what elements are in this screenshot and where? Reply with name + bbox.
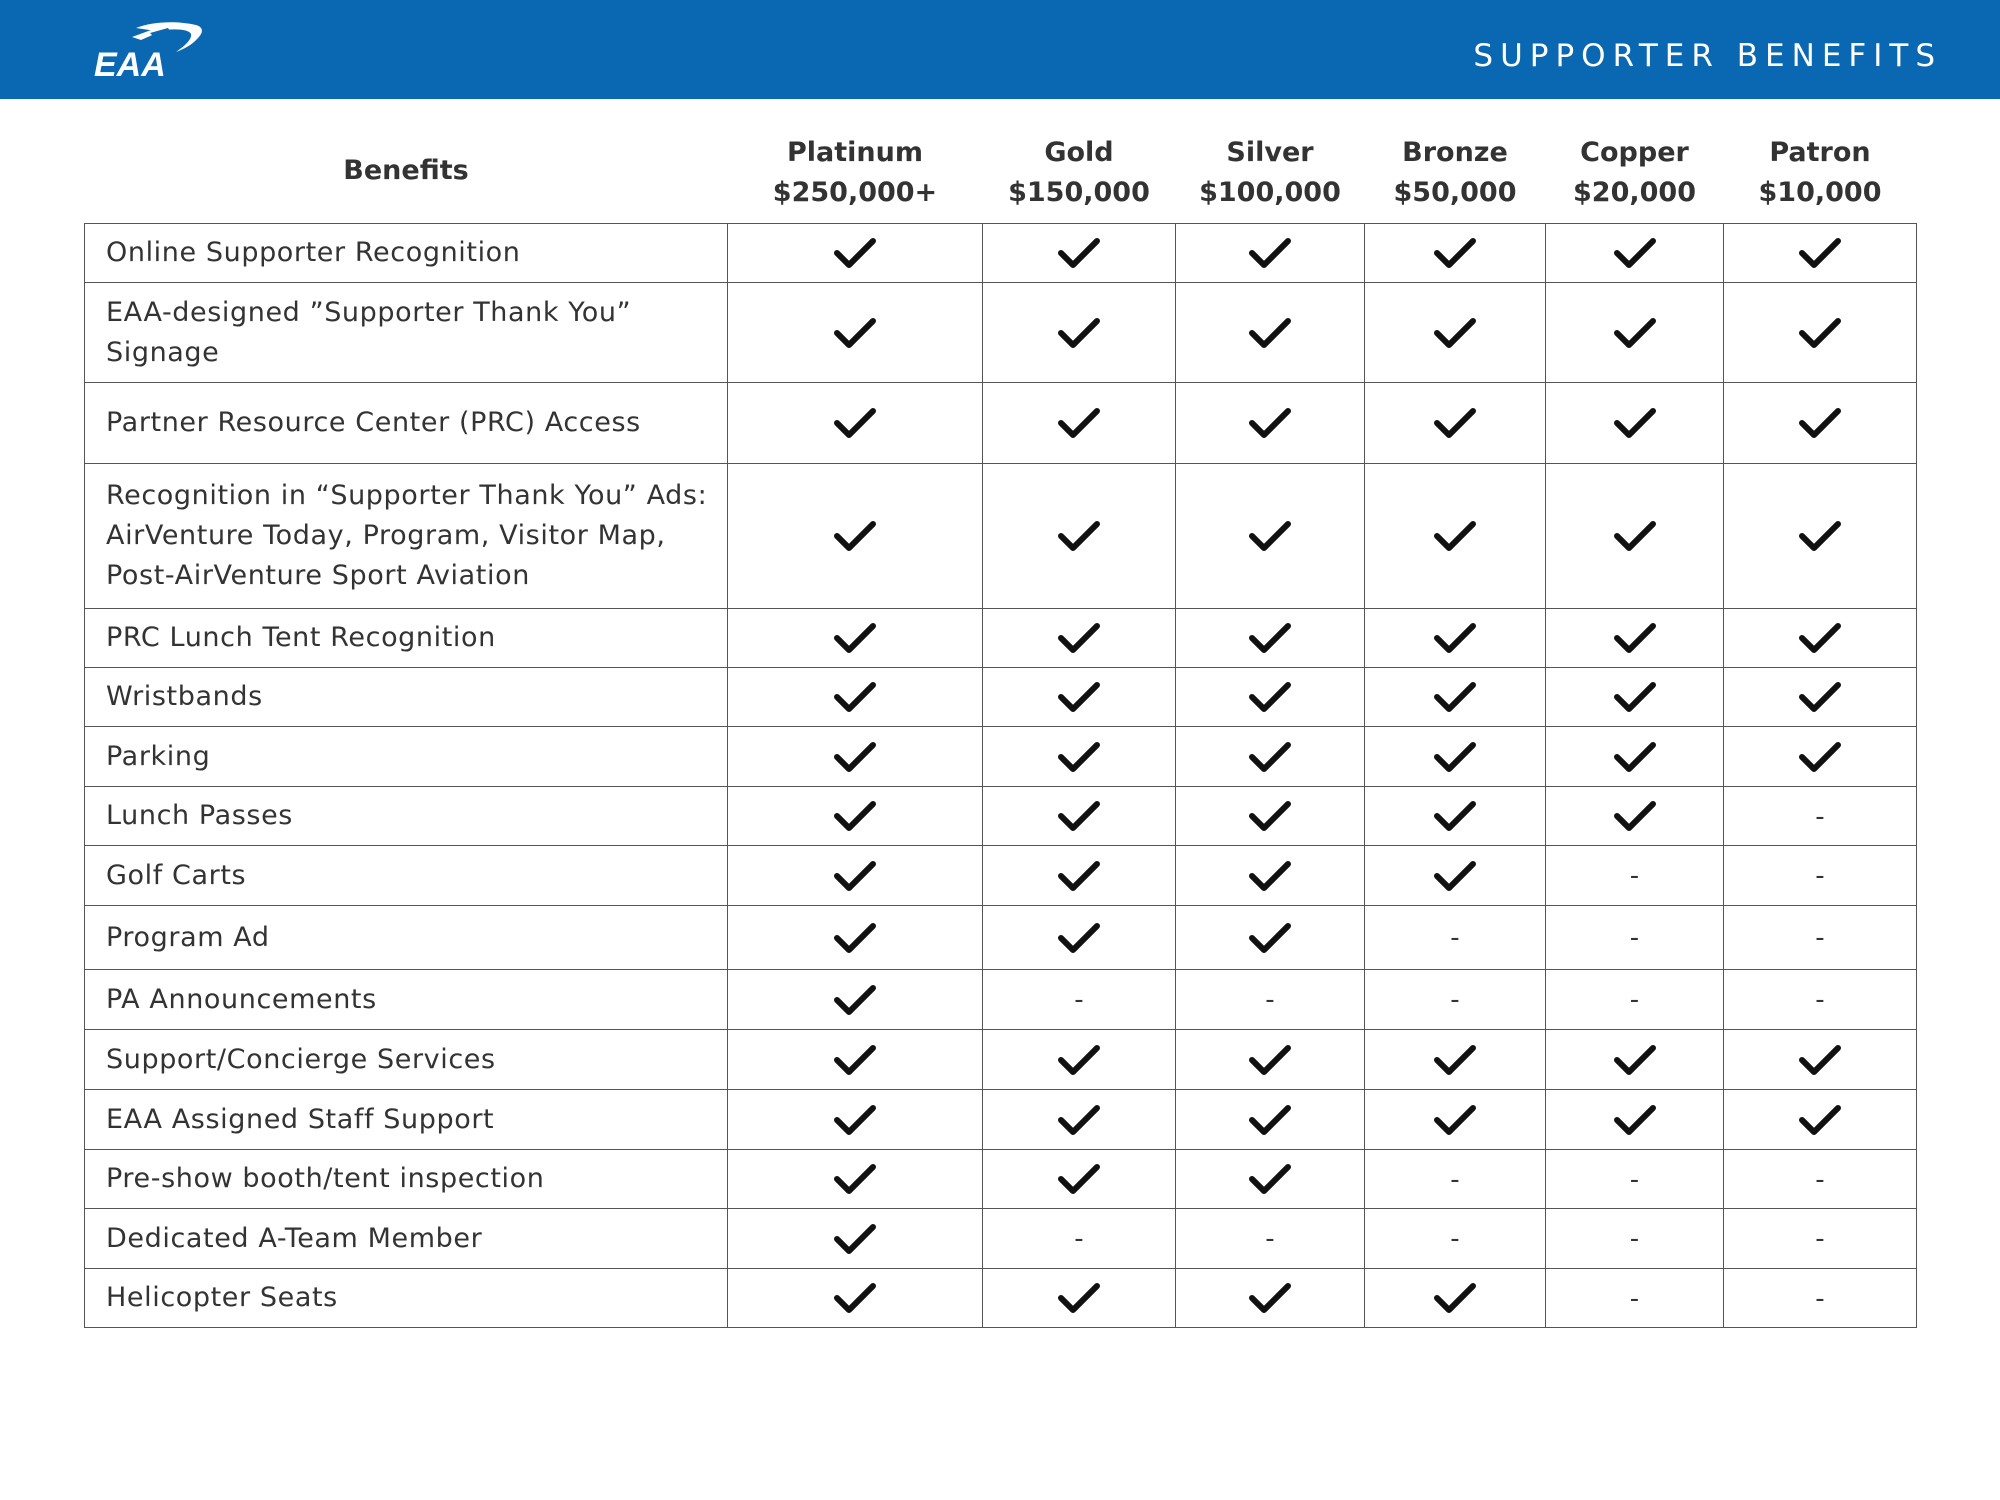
tier-cell-platinum	[728, 464, 983, 609]
checkmark-icon	[1613, 799, 1657, 833]
tier-cell-bronze	[1365, 906, 1546, 970]
checkmark-icon	[1057, 921, 1101, 955]
tier-header-gold	[983, 119, 1176, 224]
benefit-label: Wristbands	[85, 668, 728, 727]
tier-cell-gold	[983, 464, 1176, 609]
checkmark-icon	[1057, 519, 1101, 553]
tier-name: Copper	[1580, 137, 1689, 168]
tier-cell-silver	[1176, 1150, 1365, 1209]
checkmark-icon	[1248, 1162, 1292, 1196]
tier-cell-patron	[1724, 1030, 1917, 1090]
benefit-label: Parking	[85, 727, 728, 787]
checkmark-icon	[1248, 236, 1292, 270]
not-included-dash: -	[1265, 1224, 1275, 1254]
tier-cell-copper	[1546, 464, 1724, 609]
not-included-dash: -	[1815, 985, 1825, 1015]
benefit-label: Pre-show booth/tent inspection	[85, 1150, 728, 1209]
tier-name: Patron	[1769, 137, 1871, 168]
tier-cell-patron	[1724, 846, 1917, 906]
tier-cell-gold	[983, 1209, 1176, 1269]
checkmark-icon	[1057, 1103, 1101, 1137]
benefit-label: Helicopter Seats	[85, 1269, 728, 1328]
benefit-row	[85, 1269, 1917, 1328]
checkmark-icon	[1057, 621, 1101, 655]
checkmark-icon	[1057, 406, 1101, 440]
tier-cell-gold	[983, 1090, 1176, 1150]
checkmark-icon	[1613, 1103, 1657, 1137]
tier-cell-silver	[1176, 668, 1365, 727]
benefits-table-container	[84, 119, 1916, 1328]
benefit-label: PA Announcements	[85, 970, 728, 1030]
tier-cell-gold	[983, 1150, 1176, 1209]
checkmark-icon	[1248, 680, 1292, 714]
checkmark-icon	[833, 859, 877, 893]
tier-cell-platinum	[728, 1209, 983, 1269]
tier-cell-bronze	[1365, 846, 1546, 906]
checkmark-icon	[1057, 236, 1101, 270]
header-bar	[0, 0, 2000, 99]
tier-cell-bronze	[1365, 668, 1546, 727]
checkmark-icon	[1057, 799, 1101, 833]
checkmark-icon	[833, 740, 877, 774]
not-included-dash: -	[1815, 1224, 1825, 1254]
tier-cell-gold	[983, 970, 1176, 1030]
tier-cell-silver	[1176, 970, 1365, 1030]
svg-text:EAA: EAA	[94, 46, 166, 84]
checkmark-icon	[1248, 799, 1292, 833]
tier-cell-gold	[983, 383, 1176, 464]
tier-cell-platinum	[728, 609, 983, 668]
checkmark-icon	[1057, 316, 1101, 350]
checkmark-icon	[1248, 621, 1292, 655]
tier-cell-silver	[1176, 224, 1365, 283]
tier-cell-bronze	[1365, 1269, 1546, 1328]
tier-cell-bronze	[1365, 727, 1546, 787]
checkmark-icon	[1433, 859, 1477, 893]
tier-cell-bronze	[1365, 224, 1546, 283]
not-included-dash: -	[1815, 801, 1825, 832]
tier-cell-patron	[1724, 283, 1917, 383]
tier-cell-patron	[1724, 1090, 1917, 1150]
benefit-row	[85, 1150, 1917, 1209]
benefits-table	[84, 119, 1917, 1328]
benefit-label: Lunch Passes	[85, 787, 728, 846]
checkmark-icon	[1798, 406, 1842, 440]
checkmark-icon	[833, 921, 877, 955]
benefit-label: EAA-designed ”Supporter Thank You” Signage	[85, 283, 728, 383]
tier-cell-patron	[1724, 668, 1917, 727]
tier-header-bronze	[1365, 119, 1546, 224]
benefit-row	[85, 609, 1917, 668]
tier-cell-bronze	[1365, 464, 1546, 609]
not-included-dash: -	[1074, 1224, 1084, 1254]
checkmark-icon	[1248, 1281, 1292, 1315]
checkmark-icon	[833, 519, 877, 553]
not-included-dash: -	[1629, 1283, 1640, 1314]
tier-cell-silver	[1176, 383, 1365, 464]
tier-cell-patron	[1724, 727, 1917, 787]
benefit-row	[85, 224, 1917, 283]
tier-price: $250,000+	[772, 177, 938, 208]
tier-cell-platinum	[728, 1269, 983, 1328]
tier-cell-gold	[983, 609, 1176, 668]
not-included-dash: -	[1074, 985, 1084, 1015]
tier-cell-patron	[1724, 609, 1917, 668]
tier-price: $10,000	[1758, 177, 1882, 208]
benefit-row	[85, 906, 1917, 970]
benefit-row	[85, 846, 1917, 906]
tier-cell-copper	[1546, 1150, 1724, 1209]
benefit-rows	[85, 224, 1917, 1328]
tier-cell-patron	[1724, 224, 1917, 283]
tier-cell-gold	[983, 283, 1176, 383]
benefit-label: PRC Lunch Tent Recognition	[85, 609, 728, 668]
tier-cell-bronze	[1365, 787, 1546, 846]
checkmark-icon	[833, 1222, 877, 1256]
tier-cell-gold	[983, 224, 1176, 283]
tier-cell-patron	[1724, 970, 1917, 1030]
tier-cell-silver	[1176, 1209, 1365, 1269]
checkmark-icon	[1248, 859, 1292, 893]
checkmark-icon	[1433, 621, 1477, 655]
checkmark-icon	[1613, 621, 1657, 655]
tier-cell-copper	[1546, 1209, 1724, 1269]
tier-cell-copper	[1546, 1030, 1724, 1090]
benefit-label: Program Ad	[85, 906, 728, 970]
tier-price: $50,000	[1393, 177, 1517, 208]
tier-cell-copper	[1546, 224, 1724, 283]
tier-cell-silver	[1176, 727, 1365, 787]
checkmark-icon	[833, 1162, 877, 1196]
checkmark-icon	[1798, 740, 1842, 774]
tier-cell-copper	[1546, 609, 1724, 668]
tier-price: $100,000	[1199, 177, 1341, 208]
benefit-row	[85, 464, 1917, 609]
tier-cell-silver	[1176, 609, 1365, 668]
tier-header-copper	[1546, 119, 1724, 224]
tier-cell-copper	[1546, 970, 1724, 1030]
checkmark-icon	[1433, 1103, 1477, 1137]
tier-header-silver	[1176, 119, 1365, 224]
benefit-label: Partner Resource Center (PRC) Access	[85, 383, 728, 464]
checkmark-icon	[1433, 406, 1477, 440]
checkmark-icon	[1057, 859, 1101, 893]
tier-cell-patron	[1724, 906, 1917, 970]
checkmark-icon	[1798, 680, 1842, 714]
checkmark-icon	[1798, 1043, 1842, 1077]
tier-cell-copper	[1546, 1269, 1724, 1328]
not-included-dash: -	[1450, 985, 1460, 1015]
tier-price: $20,000	[1573, 177, 1696, 208]
tier-cell-copper	[1546, 283, 1724, 383]
not-included-dash: -	[1629, 985, 1640, 1015]
tier-name: Platinum	[786, 137, 923, 168]
checkmark-icon	[1433, 740, 1477, 774]
tier-cell-bronze	[1365, 609, 1546, 668]
benefit-label: Support/Concierge Services	[85, 1030, 728, 1090]
checkmark-icon	[1798, 519, 1842, 553]
tier-cell-bronze	[1365, 970, 1546, 1030]
tier-cell-gold	[983, 787, 1176, 846]
not-included-dash: -	[1815, 1283, 1825, 1314]
tier-cell-patron	[1724, 1209, 1917, 1269]
tier-cell-platinum	[728, 846, 983, 906]
checkmark-icon	[1613, 680, 1657, 714]
benefit-row	[85, 283, 1917, 383]
tier-cell-patron	[1724, 464, 1917, 609]
not-included-dash: -	[1815, 861, 1825, 891]
tier-cell-platinum	[728, 383, 983, 464]
benefit-row	[85, 1090, 1917, 1150]
tier-cell-silver	[1176, 464, 1365, 609]
checkmark-icon	[1433, 1281, 1477, 1315]
tier-cell-gold	[983, 727, 1176, 787]
tier-cell-platinum	[728, 1090, 983, 1150]
checkmark-icon	[1248, 519, 1292, 553]
tier-cell-gold	[983, 906, 1176, 970]
tier-cell-patron	[1724, 1150, 1917, 1209]
tier-name: Gold	[1044, 137, 1114, 168]
benefits-column-header: Benefits	[343, 155, 469, 186]
benefit-label: Golf Carts	[85, 846, 728, 906]
tier-cell-copper	[1546, 846, 1724, 906]
tier-cell-silver	[1176, 846, 1365, 906]
tier-cell-patron	[1724, 787, 1917, 846]
checkmark-icon	[833, 406, 877, 440]
benefit-row	[85, 1209, 1917, 1269]
tier-cell-silver	[1176, 1090, 1365, 1150]
tier-cell-silver	[1176, 787, 1365, 846]
benefit-label: Online Supporter Recognition	[85, 224, 728, 283]
not-included-dash: -	[1450, 1224, 1460, 1254]
benefit-label: EAA Assigned Staff Support	[85, 1090, 728, 1150]
tier-cell-bronze	[1365, 1150, 1546, 1209]
not-included-dash: -	[1629, 861, 1640, 891]
tier-cell-bronze	[1365, 283, 1546, 383]
tier-cell-copper	[1546, 383, 1724, 464]
checkmark-icon	[1057, 740, 1101, 774]
tier-cell-copper	[1546, 1090, 1724, 1150]
tier-name: Bronze	[1402, 137, 1508, 168]
benefit-row	[85, 787, 1917, 846]
tier-cell-platinum	[728, 1030, 983, 1090]
not-included-dash: -	[1629, 1164, 1640, 1195]
checkmark-icon	[833, 1281, 877, 1315]
benefit-label: Recognition in “Supporter Thank You” Ads: AirVenture Today, Program, Visitor Map, Post-AirVenture Sport Aviation	[85, 464, 728, 609]
tier-name: Silver	[1226, 137, 1314, 168]
benefit-row	[85, 668, 1917, 727]
checkmark-icon	[1248, 1103, 1292, 1137]
benefit-row	[85, 1030, 1917, 1090]
benefit-label: Dedicated A-Team Member	[85, 1209, 728, 1269]
not-included-dash: -	[1450, 1164, 1460, 1195]
tier-cell-silver	[1176, 1030, 1365, 1090]
tier-cell-platinum	[728, 283, 983, 383]
checkmark-icon	[1613, 236, 1657, 270]
tier-cell-platinum	[728, 906, 983, 970]
tier-header-platinum	[728, 119, 983, 224]
checkmark-icon	[833, 621, 877, 655]
benefit-row	[85, 383, 1917, 464]
checkmark-icon	[1613, 406, 1657, 440]
tier-cell-platinum	[728, 668, 983, 727]
tier-cell-silver	[1176, 1269, 1365, 1328]
checkmark-icon	[1248, 740, 1292, 774]
tier-cell-gold	[983, 846, 1176, 906]
tier-cell-bronze	[1365, 383, 1546, 464]
checkmark-icon	[833, 236, 877, 270]
checkmark-icon	[833, 983, 877, 1017]
checkmark-icon	[1248, 316, 1292, 350]
checkmark-icon	[1057, 1043, 1101, 1077]
checkmark-icon	[1798, 316, 1842, 350]
checkmark-icon	[1798, 1103, 1842, 1137]
tier-cell-bronze	[1365, 1209, 1546, 1269]
table-header-row	[85, 119, 1917, 224]
eaa-logo	[92, 18, 206, 84]
checkmark-icon	[1057, 680, 1101, 714]
tier-cell-gold	[983, 668, 1176, 727]
tier-cell-patron	[1724, 1269, 1917, 1328]
not-included-dash: -	[1815, 923, 1825, 953]
checkmark-icon	[1433, 316, 1477, 350]
tier-header-patron	[1724, 119, 1917, 224]
benefit-row	[85, 970, 1917, 1030]
tier-cell-platinum	[728, 1150, 983, 1209]
tier-cell-gold	[983, 1030, 1176, 1090]
tier-cell-platinum	[728, 970, 983, 1030]
checkmark-icon	[1613, 519, 1657, 553]
tier-cell-platinum	[728, 224, 983, 283]
tier-cell-bronze	[1365, 1090, 1546, 1150]
checkmark-icon	[1248, 1043, 1292, 1077]
page-title: SUPPORTER BENEFITS	[1473, 38, 1942, 74]
checkmark-icon	[1798, 236, 1842, 270]
checkmark-icon	[1433, 680, 1477, 714]
checkmark-icon	[833, 1103, 877, 1137]
tier-cell-platinum	[728, 727, 983, 787]
tier-cell-copper	[1546, 906, 1724, 970]
checkmark-icon	[1057, 1162, 1101, 1196]
not-included-dash: -	[1629, 923, 1640, 953]
checkmark-icon	[833, 799, 877, 833]
checkmark-icon	[1798, 621, 1842, 655]
checkmark-icon	[833, 680, 877, 714]
checkmark-icon	[1433, 799, 1477, 833]
not-included-dash: -	[1815, 1164, 1825, 1195]
checkmark-icon	[1613, 1043, 1657, 1077]
not-included-dash: -	[1450, 923, 1460, 953]
benefit-row	[85, 727, 1917, 787]
tier-cell-patron	[1724, 383, 1917, 464]
checkmark-icon	[833, 1043, 877, 1077]
checkmark-icon	[1433, 1043, 1477, 1077]
not-included-dash: -	[1629, 1224, 1640, 1254]
checkmark-icon	[1248, 406, 1292, 440]
checkmark-icon	[1433, 236, 1477, 270]
checkmark-icon	[1433, 519, 1477, 553]
tier-cell-copper	[1546, 727, 1724, 787]
tier-cell-gold	[983, 1269, 1176, 1328]
tier-cell-copper	[1546, 668, 1724, 727]
tier-price: $150,000	[1008, 177, 1150, 208]
tier-cell-bronze	[1365, 1030, 1546, 1090]
checkmark-icon	[1248, 921, 1292, 955]
tier-cell-platinum	[728, 787, 983, 846]
not-included-dash: -	[1265, 985, 1275, 1015]
checkmark-icon	[1613, 316, 1657, 350]
checkmark-icon	[833, 316, 877, 350]
tier-cell-silver	[1176, 283, 1365, 383]
tier-cell-copper	[1546, 787, 1724, 846]
checkmark-icon	[1613, 740, 1657, 774]
tier-cell-silver	[1176, 906, 1365, 970]
checkmark-icon	[1057, 1281, 1101, 1315]
